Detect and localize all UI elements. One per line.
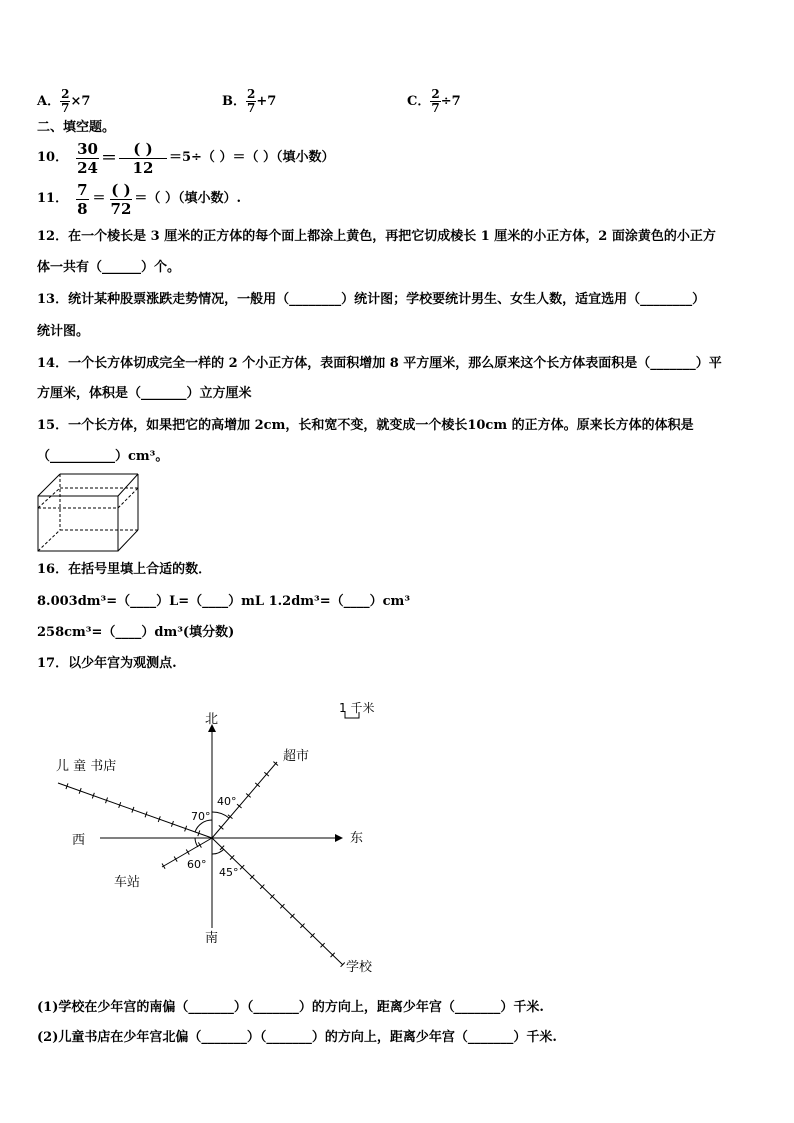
q13-line-2: 统计图。 bbox=[37, 324, 90, 339]
q11-f1-denominator: 8 bbox=[77, 199, 88, 218]
choice-c-numerator: 2 bbox=[431, 87, 440, 101]
choice-c bbox=[407, 88, 461, 115]
q17-title: 17．以少年宫为观测点. bbox=[37, 656, 177, 671]
angle-market-label: 40° bbox=[217, 795, 237, 808]
q10-equals: ＝ bbox=[100, 148, 117, 167]
q11-equals: ＝ bbox=[92, 191, 106, 206]
west-label: 西 bbox=[72, 833, 86, 848]
school-label: 学校 bbox=[346, 960, 373, 975]
section-title: 二、填空题。 bbox=[37, 120, 116, 135]
q11-tail: ＝（ ）（填小数）. bbox=[134, 191, 241, 206]
south-label: 南 bbox=[205, 931, 219, 946]
cuboid-hidden-edge bbox=[38, 530, 60, 551]
question-10 bbox=[37, 140, 334, 176]
q10-fraction-2 bbox=[119, 140, 167, 177]
choice-b-numerator: 2 bbox=[247, 87, 256, 101]
cuboid-edge bbox=[118, 474, 138, 496]
cuboid-front-face bbox=[38, 496, 118, 551]
q14-line-1: 14．一个长方体切成完全一样的 2 个小正方体，表面积增加 8 平方厘米，那么原来这个长方体表面积是（_______）平 bbox=[37, 356, 722, 371]
question-11 bbox=[37, 181, 241, 217]
cuboid-edge bbox=[38, 474, 60, 496]
q17-sub-2: (2)儿童书店在少年宫北偏（_______）（_______）的方向上，距离少年宫（_______）千米. bbox=[37, 1030, 557, 1045]
q10-f1-denominator: 24 bbox=[77, 158, 98, 177]
q14-line-2: 方厘米，体积是（_______）立方厘米 bbox=[37, 386, 252, 401]
angle-arc-station bbox=[195, 838, 198, 847]
station-label: 车站 bbox=[114, 875, 141, 890]
q16-title: 16．在括号里填上合适的数． bbox=[37, 562, 212, 577]
choice-b-fraction bbox=[246, 88, 256, 115]
q12-line-2: 体一共有（______）个。 bbox=[37, 260, 181, 275]
q17-sub-1: (1)学校在少年宫的南偏（_______）（_______）的方向上，距离少年宫（_______）千米. bbox=[37, 1000, 544, 1015]
choice-c-rest: ÷7 bbox=[440, 94, 461, 109]
north-label: 北 bbox=[205, 712, 219, 727]
q11-f2-numerator: ( ) bbox=[111, 180, 131, 199]
choice-a-fraction bbox=[60, 88, 70, 115]
east-label: 东 bbox=[350, 831, 364, 846]
school-ray bbox=[212, 838, 343, 965]
scale-label: 1 千米 bbox=[339, 701, 375, 715]
choice-c-fraction bbox=[430, 88, 440, 115]
angle-arc-market bbox=[212, 812, 229, 818]
q10-tail: ＝5÷（ ）＝（ ）（填小数） bbox=[168, 150, 335, 165]
angle-arc-school bbox=[212, 849, 224, 854]
q11-f1-numerator: 7 bbox=[77, 180, 88, 199]
choice-c-label: C． bbox=[407, 94, 431, 109]
choice-b bbox=[222, 88, 276, 115]
q13-line-1: 13．统计某种股票涨跌走势情况，一般用（________）统计图；学校要统计男生、女生人数，适宜选用（________） bbox=[37, 292, 706, 307]
cuboid-extension-line bbox=[38, 488, 60, 508]
q11-f2-denominator: 72 bbox=[110, 199, 132, 218]
q15-line-1: 15．一个长方体，如果把它的高增加 2cm，长和宽不变，就变成一个棱长10cm 的正方体。原来长方体的体积是 bbox=[37, 418, 694, 433]
q16-line-1: 8.003dm³=（____）L=（____）mL 1.2dm³=（____）cm³ bbox=[37, 594, 411, 609]
ray-tick bbox=[198, 842, 201, 847]
q10-fraction-1 bbox=[76, 140, 99, 177]
cuboid-extension-line bbox=[118, 488, 138, 508]
direction-map bbox=[0, 690, 420, 985]
market-label: 超市 bbox=[283, 749, 310, 764]
q10-f2-denominator: 12 bbox=[132, 158, 154, 177]
q11-fraction-2 bbox=[110, 181, 133, 218]
choice-a-numerator: 2 bbox=[61, 87, 70, 101]
choice-b-rest: +7 bbox=[256, 94, 277, 109]
q12-line-1: 12．在一个棱长是 3 厘米的正方体的每个面上都涂上黄色，再把它切成棱长 1 厘米的小正方体，2 面涂黄色的小正方 bbox=[37, 229, 716, 244]
q16-line-2: 258cm³=（____）dm³(填分数) bbox=[37, 625, 235, 640]
choice-a bbox=[37, 88, 90, 115]
q10-number: 10． bbox=[37, 150, 69, 165]
bookstore-label: 儿 童 书店 bbox=[56, 759, 117, 774]
ray-tick bbox=[174, 856, 177, 861]
choice-c-denominator: 7 bbox=[431, 101, 440, 115]
choice-a-denominator: 7 bbox=[61, 101, 70, 115]
q10-f2-numerator: ( ) bbox=[119, 140, 167, 159]
q15-line-2: （__________）cm³。 bbox=[37, 449, 169, 464]
angle-school-label: 45° bbox=[219, 866, 239, 879]
cuboid-figure bbox=[30, 468, 145, 558]
q11-fraction-1 bbox=[76, 181, 88, 218]
angle-bookstore-label: 70° bbox=[191, 810, 211, 823]
q10-f1-numerator: 30 bbox=[77, 139, 98, 158]
ray-tick bbox=[162, 864, 165, 869]
choice-a-rest: ×7 bbox=[70, 94, 91, 109]
q11-number: 11． bbox=[37, 191, 69, 206]
choice-b-label: B． bbox=[222, 94, 246, 109]
cuboid-edge bbox=[118, 530, 138, 551]
angle-station-label: 60° bbox=[187, 858, 207, 871]
ray-tick bbox=[186, 849, 189, 854]
choice-b-denominator: 7 bbox=[247, 101, 256, 115]
choice-a-label: A． bbox=[37, 94, 61, 109]
bookstore-ray bbox=[58, 783, 212, 838]
